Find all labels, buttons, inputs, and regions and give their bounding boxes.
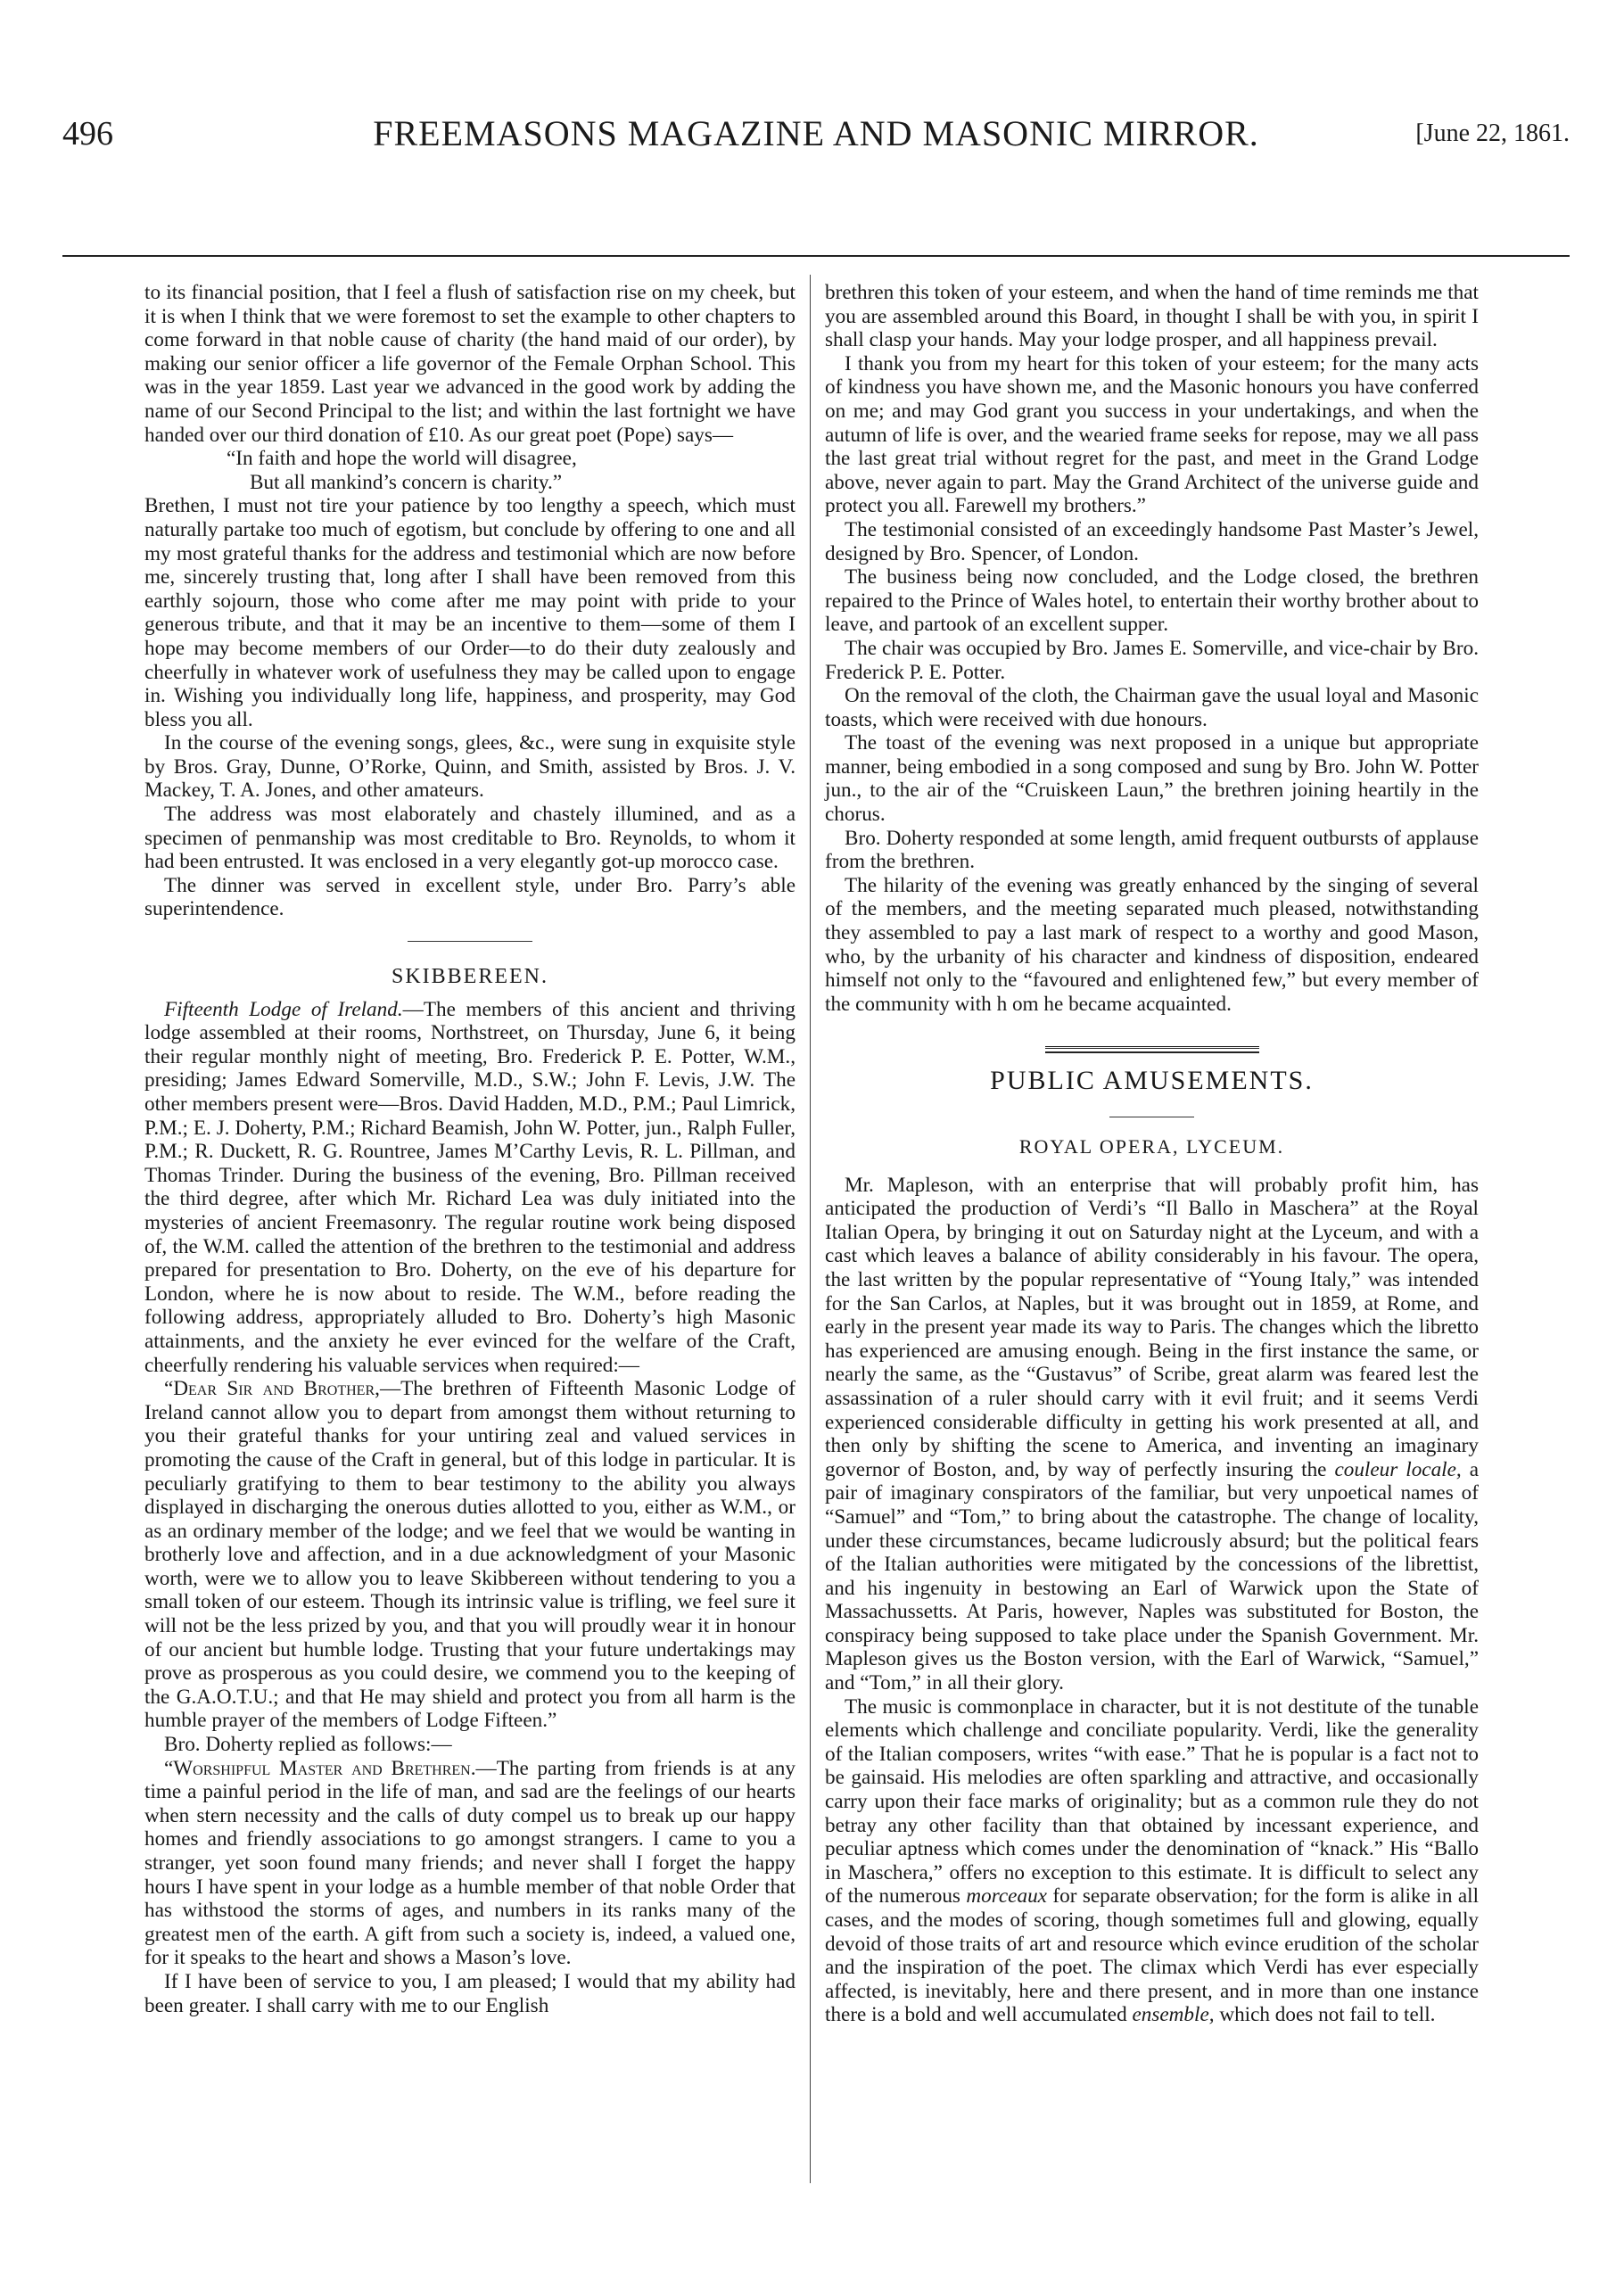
italic-term: ensemble, [1132, 2003, 1215, 2027]
page-header [62, 107, 1570, 169]
paragraph-text: —The members of this ancient and thriving lodge assembled at their rooms, Northstreet, on Thursday, June 6, it being their regular monthly night of meeting, Bro. Frederick P. E. Potter, W.M., presiding; James Edward Somerville, M.D., S.W.; John F. Levis, J.W. The other members present were—Bros. David Hadden, M.D., P.M.; Paul Limrick, P.M.; E. J. Doherty, P.M.; Richard Beamish, John W. Potter, jun., Ralph Fuller, P.M.; R. Duckett, R. G. Rountree, James M’Carthy Levis, R. L. Pillman, and Thomas Trinder. During the business of the evening, Bro. Pillman received the third degree, after which Mr. Richard Lea was duly initiated into the mysteries of ancient Freemasonry. The regular routine work being disposed of, the W.M. called the attention of the brethren to the testimonial and address prepared for presentation to Bro. Doherty, on the eve of his departure for London, where he is now about to reside. The W.M., before reading the following address, appropriately alluded to Bro. Doherty’s high Masonic attainments, and the anxiety he ever evinced for the welfare of the Craft, cheerfully rendering his valuable services when required:— [144, 997, 796, 1377]
paragraph [825, 1174, 1479, 1695]
section-heading-public-amusements: PUBLIC AMUSEMENTS. [990, 1066, 1314, 1096]
paragraph: If I have been of service to you, I am pleased; I would that my ability had been greater. I shall carry with me to our English [144, 1969, 796, 2017]
paragraph: Bro. Doherty responded at some length, amid frequent outbursts of applause from the brethren. [825, 826, 1479, 874]
paragraph-text: Mr. Mapleson, with an enterprise that will probably profit him, has anticipated the production of Verdi’s “Il Ballo in Maschera” at the Royal Italian Opera, by bringing it out on Saturday night at the Lyceum, and with a cast which leaves a balance of ability considerably in his favour. The opera, the last written by the popular representative of “Young Italy,” was intended for the San Carlos, at Naples, but it was brought out in 1859, at Rome, and early in the present year made its way to Paris. The changes which the libretto has experienced are amusing enough. Being in the first instance the same, or nearly the same, as the “Gustavus” of Scribe, great alarm was feared lest the assassination of a ruler should carry with it evil fruit; and it seems Verdi experienced considerable difficulty in getting his work presented at all, and then only by shifting the scene to America, and inventing an imaginary governor of Boston, and, by way of perfectly insuring the [825, 1173, 1479, 1481]
section-heading-skibbereen: SKIBBEREEN. [391, 965, 548, 989]
right-column [825, 281, 1479, 2027]
paragraph: brethren this token of your esteem, and when the hand of time reminds me that you are assembled around this Board, in thought I shall be with you, in spirit I shall clasp your hands. May your lodge prosper, and all happiness prevail. [825, 281, 1479, 352]
paragraph [144, 1377, 796, 1733]
paragraph: In the course of the evening songs, glees, &c., were sung in exquisite style by Bros. Gray, Dunne, O’Rorke, Quinn, and Smith, assisted by Bros. J. V. Mackey, T. A. Jones, and other amateurs. [144, 731, 796, 803]
italic-term: morceaux [966, 1884, 1047, 1909]
salutation: “Dear Sir and Brother, [164, 1377, 380, 1401]
page-number: 496 [62, 115, 113, 153]
verse-line: “In faith and hope the world will disagree, [227, 447, 577, 471]
paragraph: I thank you from my heart for this token of your esteem; for the many acts of kindness you have shown me, and the Masonic honours you have conferred on me; and may God grant you success in your undertakings, and when the autumn of life is over, and the wearied frame seeks for repose, may we all pass the last great trial without regret for the past, and meet in the Grand Lodge above, never again to part. May the Grand Architect of the universe guide and protect you all. Farewell my brothers.” [825, 351, 1479, 518]
paragraph: The business being now concluded, and the Lodge closed, the brethren repaired to the Prince of Wales hotel, to entertain their worthy brother about to leave, and partook of an excellent supper. [825, 565, 1479, 637]
paragraph-text: for separate observation; for the form is alike in all cases, and the modes of scoring, though sometimes full and glowing, equally devoid of those traits of art and resource which evince erudition of the scholar and the inspiration of the poet. The climax which Verdi has ever especially affected, is inevitably, here and there present, and in more than one instance there is a bold and well accumulated [825, 1884, 1480, 2027]
paragraph: Brethen, I must not tire your patience by too lengthy a speech, which must naturally partake too much of egotism, but conclude by offering to one and all my most grateful thanks for the address and testimonial which are now before me, sincerely trusting that, long after I shall have been removed from this earthly sojourn, those who come after me may point with pride to your generous tribute, and that it may be an incentive to them—some of them I hope may become members of our Order—to do their duty zealously and cheerfully in whatever work of usefulness they may be called upon to engage in. Wishing you individually long life, happiness, and prosperity, may God bless you all. [144, 494, 796, 731]
left-column [144, 281, 796, 2017]
paragraph-text: —The brethren of Fifteenth Masonic Lodge of Ireland cannot allow you to depart from amongst them without returning to you their grateful thanks for your untiring zeal and valued services in promoting the cause of the Craft in general, but of this lodge in particular. It is peculiarly gratifying to them to bear testimony to the ability you always displayed in discharging the onerous duties allotted to you, either as W.M., or as an ordinary member of the lodge; and we feel that we would be wanting in brotherly love and affection, and in a due acknowledgment of your Masonic worth, were we to allow you to leave Skibbereen without tendering to you a small token of our esteem. Though its intrinsic value is trifling, we feel sure it will not be the less prized by you, and that you will proudly wear it in honour of our ancient but humble lodge. Trusting that your future undertakings may prove as prosperous as you could desire, we commend you to the keeping of the G.A.O.T.U.; and that He may shield and protect you from all harm is the humble prayer of the members of Lodge Fifteen.” [144, 1377, 796, 1733]
paragraph [144, 998, 796, 1378]
salutation: “Worshipful Master and Brethren. [164, 1756, 476, 1780]
paragraph-text: a pair of imaginary conspirators of the familiar, but very unpoetical names of “Samuel” and “Tom,” to bring about the catastrophe. The change of locality, under these circumstances, became ludicrously absurd; but the political fears of the Italian authorities were mitigated by the concessions of the librettist, and his ingenuity in bestowing an Earl of Warwick upon the State of Massachussetts. At Paris, however, Naples was substituted for Boston, the conspiracy being supposed to take place under the Spanish Government. Mr. Mapleson gives us the Boston version, with the Earl of Warwick, “Samuel,” and “Tom,” in all their glory. [825, 1457, 1479, 1695]
paragraph-text: —The parting from friends is at any time a painful period in the life of man, and sad are the feelings of our hearts when stern necessity and the calls of duty compel us to break up our happy homes and friendly associations to go amongst strangers. I came to you a stranger, yet soon found many friends; and never shall I forget the happy hours I have spent in your lodge as a humble member of that noble Order that has withstood the storms of ages, and numbers in its ranks many of the greatest men of the earth. A gift from such a society is, indeed, a valued one, for it speaks to the heart and shows a Mason’s love. [144, 1756, 796, 1970]
lodge-name: Fifteenth Lodge of Ireland. [164, 997, 403, 1021]
paragraph: Bro. Doherty replied as follows:— [164, 1733, 452, 1757]
paragraph-text: The music is commonplace in character, but it is not destitute of the tunable elements which challenge and conciliate popularity. Verdi, like the generality of the Italian composers, writes “with ease.” That he is popular is a fact not to be gainsaid. His melodies are often sparkling and attractive, and occasionally carry upon their face marks of originality; but as a common rule they do not betray any other facility than that obtained by incessant experience, and peculiar aptness which comes under the denomination of “knack.” His “Ballo in Maschera,” offers no exception to this estimate. It is difficult to select any of the numerous [825, 1694, 1479, 1909]
paragraph [825, 1695, 1479, 2027]
paragraph: The testimonial consisted of an exceedingly handsome Past Master’s Jewel, designed by Bro. Spencer, of London. [825, 517, 1479, 565]
verse-line: But all mankind’s concern is charity.” [250, 470, 563, 494]
paragraph: On the removal of the cloth, the Chairman gave the usual loyal and Masonic toasts, which were received with due honours. [825, 684, 1479, 731]
paragraph: The address was most elaborately and chastely illumined, and as a specimen of penmanship was most creditable to Bro. Reynolds, to whom it had been entrusted. It was enclosed in a very elegantly got-up morocco case. [144, 803, 796, 874]
italic-term: couleur locale, [1334, 1457, 1462, 1481]
paragraph: to its financial position, that I feel a flush of satisfaction rise on my cheek, but it is when I think that we were foremost to set the example to other chapters to come forward in that noble cause of charity (the hand maid of our order), by making our senior officer a life governor of the Female Orphan School. This was in the year 1859. Last year we advanced in the good work by adding the name of our Second Principal to the list; and within the last fortnight we have handed over our third donation of £10. As our great poet (Pope) says— [144, 281, 796, 447]
issue-date: [June 22, 1861. [1415, 120, 1570, 147]
paragraph: The dinner was served in excellent style, under Bro. Parry’s able superintendence. [144, 873, 796, 921]
column-divider [810, 275, 811, 2183]
section-double-rule [1045, 1046, 1259, 1053]
paragraph: The chair was occupied by Bro. James E. Somerville, and vice-chair by Bro. Frederick P. E. Potter. [825, 636, 1479, 684]
paragraph-text: which does not fail to tell. [1219, 2003, 1436, 2027]
section-rule [408, 941, 532, 942]
masthead-title: FREEMASONS MAGAZINE AND MASONIC MIRROR. [373, 113, 1259, 153]
subsection-heading-royal-opera: ROYAL OPERA, LYCEUM. [1018, 1135, 1285, 1158]
paragraph [144, 1757, 796, 1970]
paragraph: The toast of the evening was next proposed in a unique but appropriate manner, being embodied in a song composed and sung by Bro. John W. Potter jun., to the air of the “Cruiskeen Laun,” the brethren joining heartily in the chorus. [825, 731, 1479, 827]
paragraph: The hilarity of the evening was greatly enhanced by the singing of several of the members, and the meeting separated much pleased, notwithstanding they assembled to pay a last mark of respect to a worthy and good Mason, who, by the urbanity of his character and kindness of disposition, endeared himself not only to the “favoured and enlightened few,” but every member of the community with h om he became acquainted. [825, 873, 1479, 1016]
header-rule [62, 255, 1570, 257]
